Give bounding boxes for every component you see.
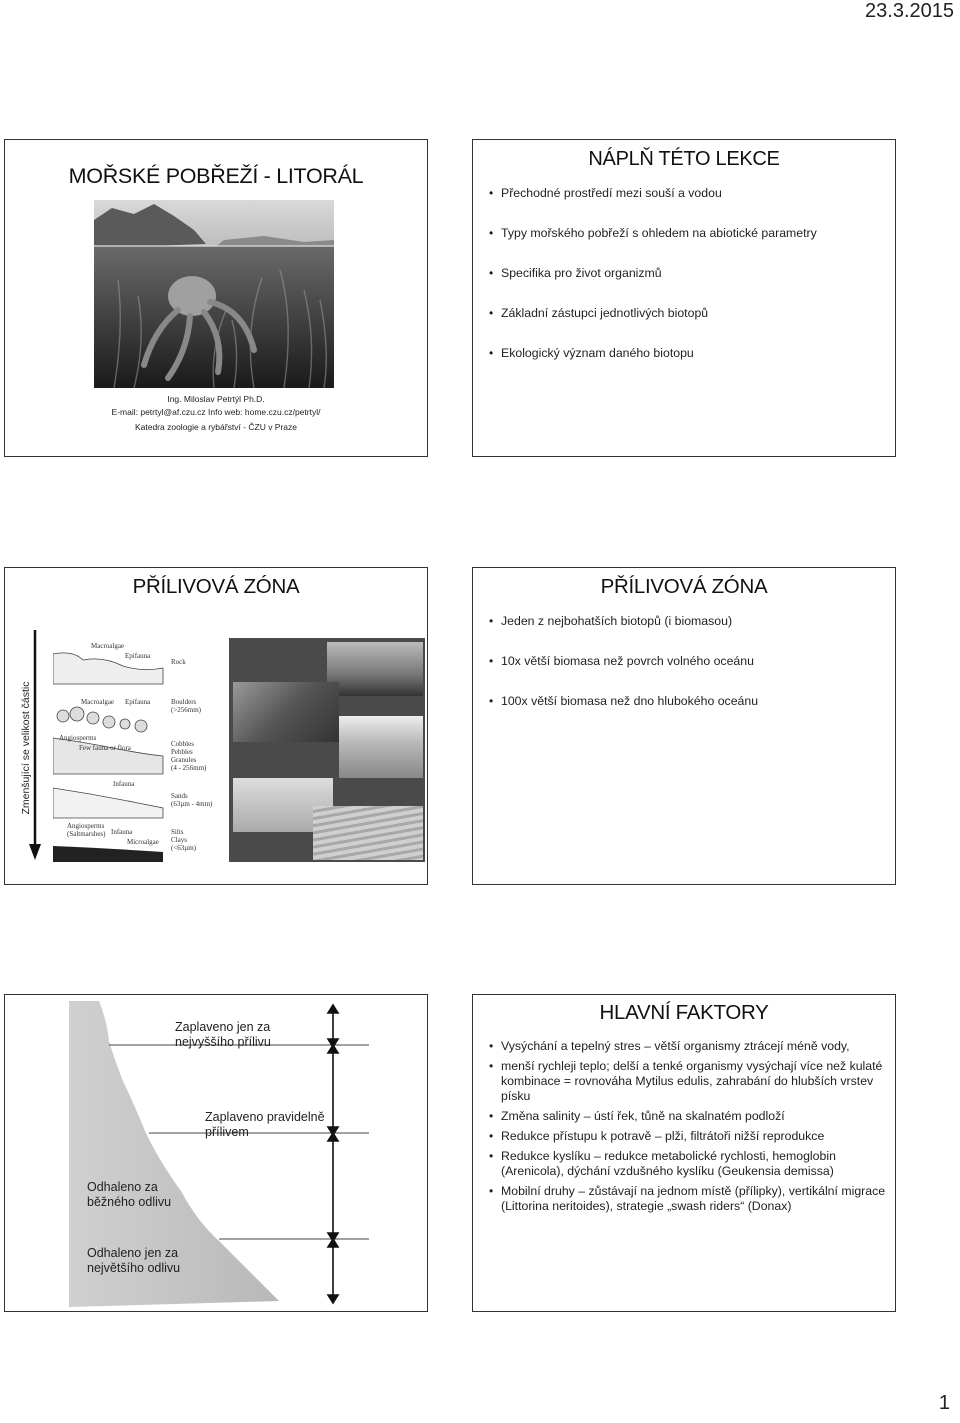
zone-label-line: Odhaleno za [87, 1180, 158, 1194]
diagram-label: Few fauna or flora [79, 744, 131, 752]
slide-main-factors [472, 994, 896, 1312]
list-item: • 100x větší biomasa než dno hlubokého oceánu [487, 694, 887, 709]
diagram-label: Rock [171, 658, 186, 666]
author-department: Katedra zoologie a rybářství - ČZU v Praze [134, 422, 298, 432]
list-item: • Redukce přístupu k potravě – plži, filtrátoři nižší reprodukce [487, 1129, 887, 1144]
list-item: • Změna salinity – ústí řek, tůně na skalnatém podloží [487, 1109, 887, 1124]
page-date: 23.3.2015 [865, 0, 954, 22]
author-name: Ing. Miloslav Petrtýl Ph.D. [167, 394, 265, 404]
zone-label [205, 1110, 325, 1139]
diagram-label: Clays [171, 836, 187, 844]
biomass-list [487, 614, 887, 709]
slide-tidal-zone-biomass [472, 567, 896, 885]
zone-label-line: Odhaleno jen za [87, 1246, 179, 1260]
list-item: • Typy mořského pobřeží s ohledem na abiotické parametry [487, 226, 887, 241]
diagram-label: Pebbles [171, 748, 193, 756]
slide-tidal-zone-diagram [4, 567, 428, 885]
diagram-label: Microalgae [127, 838, 159, 846]
particle-size-label: Zmenšující se velikost částic [20, 681, 32, 815]
zone-label-line: nejvyššího přílivu [175, 1035, 271, 1049]
list-item: • Redukce kyslíku – redukce metabolické rychlosti, hemoglobin (Arenicola), dýchání vzdušného kyslíku (Geukensia demissa) [487, 1149, 887, 1179]
zone-label-line: běžného odlivu [87, 1195, 172, 1209]
list-item: • Ekologický význam daného biotopu [487, 346, 887, 361]
diagram-label: Angiosperms [67, 822, 105, 830]
diagram-label: Boulders [171, 698, 197, 706]
diagram-label: (Saltmarshes) [67, 830, 106, 838]
diagram-label: Infauna [111, 828, 133, 836]
diagram-label: Cobbles [171, 740, 194, 748]
zone-label-line: přílivem [205, 1125, 249, 1139]
diagram-label: (63µm - 4mm) [171, 800, 213, 808]
sediment-diagram [53, 638, 229, 862]
slide-contents [472, 139, 896, 457]
diagram-label: Infauna [113, 780, 135, 788]
list-item: • 10x větší biomasa než povrch volného oceánu [487, 654, 887, 669]
diagram-label: Granules [171, 756, 197, 764]
slide-biomass-heading: PŘÍLIVOVÁ ZÓNA [600, 575, 768, 598]
list-item: • Vysýchání a tepelný stres – větší organismy ztrácejí méně vody, [487, 1039, 887, 1054]
tidal-levels-diagram [69, 1001, 369, 1307]
diagram-label: (4 - 256mm) [171, 764, 207, 772]
zone-label-line: Zaplaveno jen za [175, 1020, 271, 1034]
zone-label [175, 1020, 271, 1049]
list-item: • Mobilní druhy – zůstávají na jednom místě (přílipky), vertikální migrace (Littorina neritoides), strategie „swash riders“ (Donax) [487, 1184, 887, 1214]
slide-title [4, 139, 428, 457]
boulder-shore-photo [233, 682, 339, 742]
rocky-shore-photo [327, 642, 423, 696]
slide-factors-heading: HLAVNÍ FAKTORY [599, 1001, 769, 1024]
diagram-label: Epifauna [125, 652, 151, 660]
list-item: • Jeden z nejbohatších biotopů (i biomasou) [487, 614, 887, 629]
diagram-label: (>256mm) [171, 706, 201, 714]
pebble-beach-photo [339, 716, 423, 778]
zone-label-line: největšího odlivu [87, 1261, 181, 1275]
diagram-label: Sands [171, 792, 188, 800]
slide-title-heading: MOŘSKÉ POBŘEŽÍ - LITORÁL [68, 164, 364, 188]
diagram-label: (<63µm) [171, 844, 197, 852]
factors-list [487, 1039, 887, 1214]
diagram-label: Silts [171, 828, 184, 836]
slide-tidal-levels [4, 994, 428, 1312]
shore-photos-panel [229, 638, 425, 862]
particle-size-arrow [29, 628, 41, 864]
list-item: • Přechodné prostředí mezi souší a vodou [487, 186, 887, 201]
zone-label-line: Zaplaveno pravidelně [205, 1110, 325, 1124]
diagram-label: Angiosperms [59, 734, 97, 742]
page-number: 1 [938, 1392, 950, 1414]
list-item: • Specifika pro život organizmů [487, 266, 887, 281]
author-contact: E-mail: petrtyl@af.czu.cz Info web: home.czu.cz/petrtyl/ [111, 407, 321, 417]
slide-contents-heading: NÁPLŇ TÉTO LEKCE [588, 148, 780, 170]
diagram-label: Macroalgae [91, 642, 125, 650]
zone-label [87, 1246, 180, 1275]
diagram-label: Epifauna [125, 698, 151, 706]
list-item: • Základní zástupci jednotlivých biotopů [487, 306, 887, 321]
octopus-photo [94, 200, 334, 388]
mudflat-photo [313, 806, 423, 860]
list-item: • menší rychleji teplo; delší a tenké organismy vysýchají více než kulaté kombinace = rovnováha Mytilus edulis, zahrabání do hlubších vrstev písku [487, 1059, 887, 1104]
diagram-label: Macroalgae [81, 698, 115, 706]
slide-tidal-zone-heading: PŘÍLIVOVÁ ZÓNA [132, 575, 300, 598]
contents-list [487, 186, 887, 361]
